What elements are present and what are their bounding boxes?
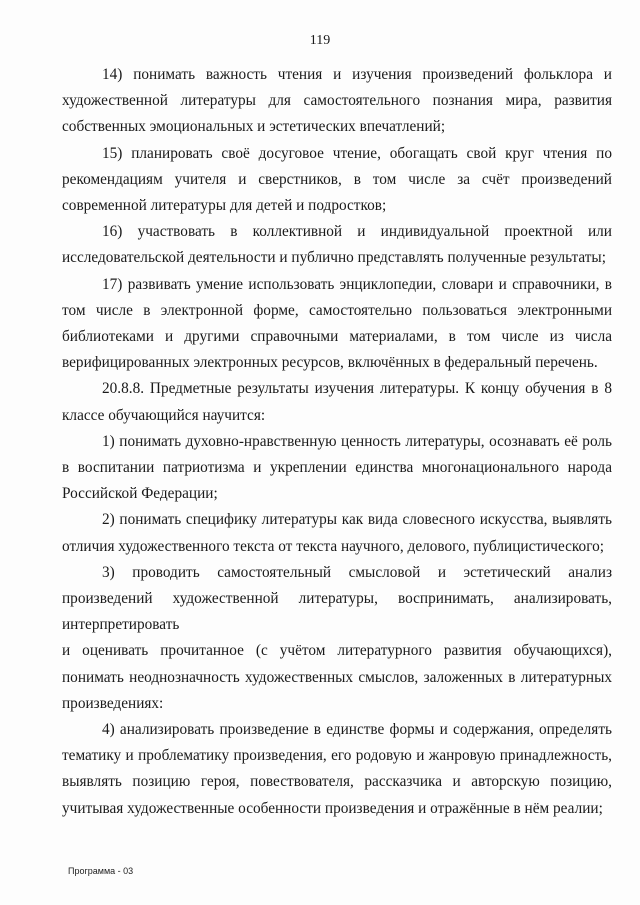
paragraph-item-17: 17) развивать умение использовать энциклопедии, словари и справочники, в том числе в электронной форме, самостоятельно пользоваться электронными библиотеками и другими справочными материалами, в том числе из числа верифицированных электронных ресурсов, включённых в федеральный перечень. (62, 275, 612, 372)
paragraph-item-2: 2) понимать специфику литературы как вида словесного искусства, выявлять отличия художественного текста от текста научного, делового, публицистического; (62, 511, 612, 555)
paragraph-item-3: 3) проводить самостоятельный смысловой и эстетический анализ произведений художественной литературы, воспринимать, анализировать, интерпретировать (62, 563, 612, 634)
paragraph-item-3-continued: и оценивать прочитанное (с учётом литературного развития обучающихся), понимать неоднозначность художественных смыслов, заложенных в литературных произведениях: (62, 642, 612, 712)
paragraph-item-4: 4) анализировать произведение в единстве формы и содержания, определять тематику и проблематику произведения, его родовую и жанровую принадлежность, выявлять позицию героя, повествователя, рассказчика и авторскую позицию, учитывая художественные особенности произведения и отражённые в нём реалии; (62, 721, 612, 817)
paragraph-item-16: 16) участвовать в коллективной и индивидуальной проектной или исследовательской деятельности и публично представлять полученные результаты; (62, 223, 612, 267)
footer-program-code: Программа - 03 (68, 866, 134, 876)
page-number: 119 (309, 33, 331, 48)
paragraph-item-1: 1) понимать духовно-нравственную ценность литературы, осознавать её роль в воспитании патриотизма и укреплении единства многонационального народа Российской Федерации; (62, 432, 612, 503)
paragraph-item-14: 14) понимать важность чтения и изучения произведений фольклора и художественной литературы для самостоятельного познания мира, развития собственных эмоциональных и эстетических впечатлений; (62, 66, 612, 136)
document-body (62, 62, 612, 822)
section-heading-paragraph: 20.8.8. Предметные результаты изучения литературы. К концу обучения в 8 классе обучающийся научится: (62, 380, 612, 424)
paragraph-item-15: 15) планировать своё досуговое чтение, обогащать свой круг чтения по рекомендациям учителя и сверстников, в том числе за счёт произведений современной литературы для детей и подростков; (62, 144, 612, 215)
